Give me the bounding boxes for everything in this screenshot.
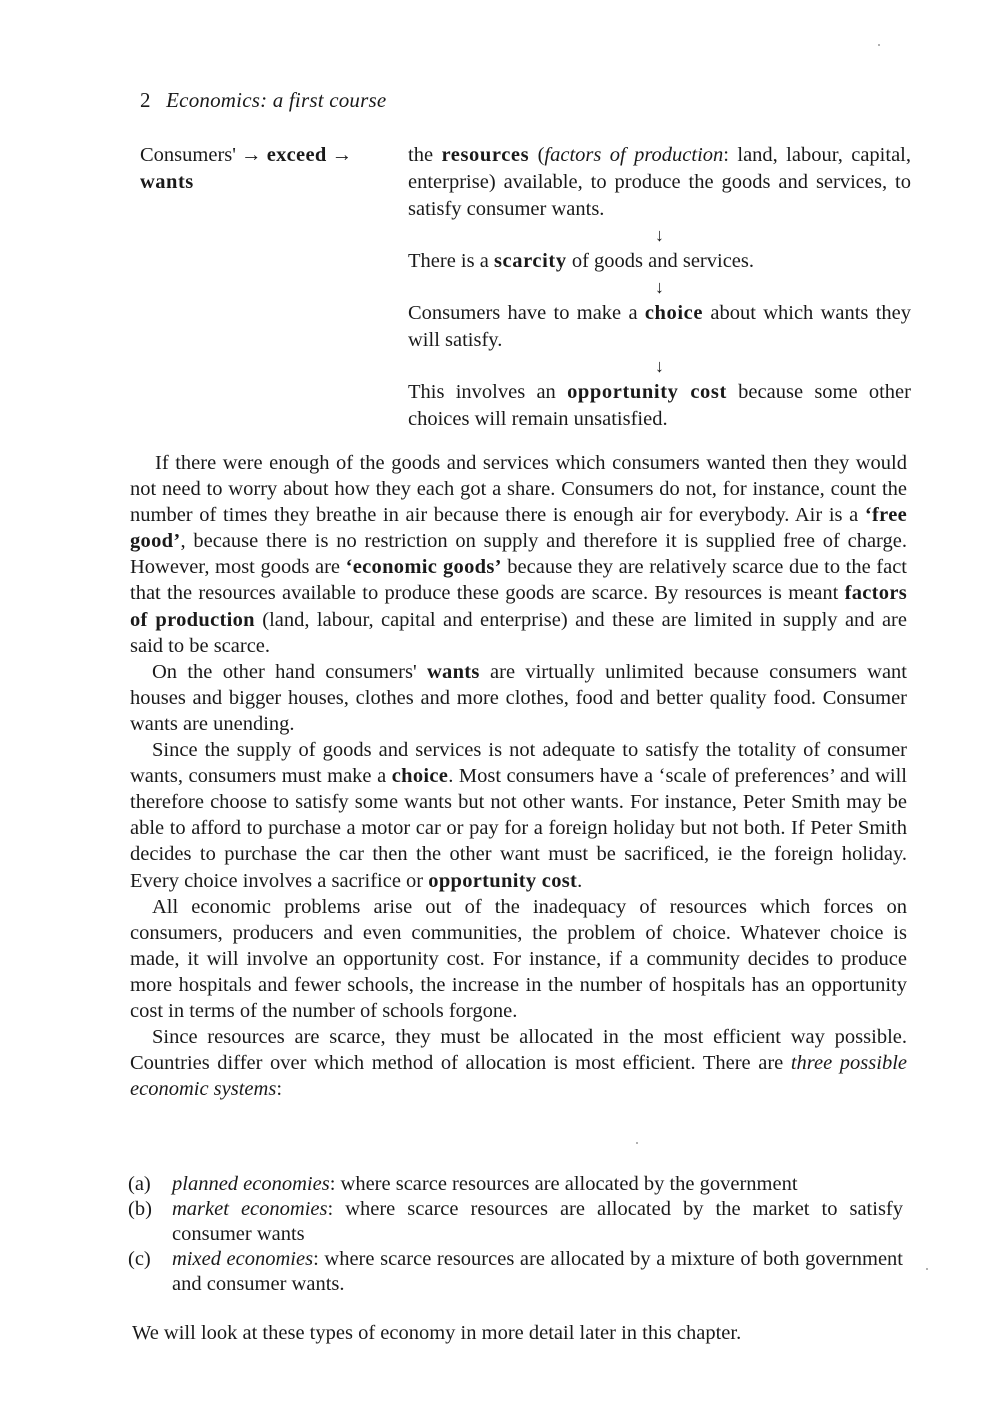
flow-verb: exceed (266, 144, 327, 166)
arrow-right-icon: → (241, 144, 262, 166)
arrow-down-icon: ↓ (655, 277, 664, 297)
flow-left-column (140, 142, 410, 196)
scan-speck (926, 1268, 928, 1270)
flow-step-opportunity-cost: This involves an opportunity cost because some other choices will remain unsatisfied. (408, 381, 911, 430)
economic-systems-list (128, 1172, 903, 1297)
paragraph-allocation: Since resources are scarce, they must be allocated in the most efficient way possible. Countries differ over which method of allocation is most efficient. There are three possible economic systems: (130, 1026, 908, 1101)
flow-step-scarcity: There is a scarcity of goods and services. (408, 250, 754, 272)
scan-speck (636, 1142, 638, 1144)
paragraph-free-vs-economic-goods: If there were enough of the goods and services which consumers wanted then they would not need to worry about how they each got a share. Consumers do not, for instance, count the number of times they breathe in air because there is enough air for everybody. Air is a ‘free good’, because there is no restriction on supply and therefore it is supplied free of charge. However, most goods are ‘economic goods’ because they are relatively scarce due to the fact that the resources available to produce these goods are scarce. By resources is meant factors of production (land, labour, capital and enterprise) and these are limited in supply and are said to be scarce. (130, 452, 907, 657)
flow-step-choice: Consumers have to make a choice about which wants they will satisfy. (408, 302, 911, 351)
page-number: 2 (140, 88, 151, 112)
paragraph-choice: Since the supply of goods and services is not adequate to satisfy the totality of consumer wants, consumers must make a choice. Most consumers have a ‘scale of preferences’ and will therefore choose to satisfy some wants but not other wants. For instance, Peter Smith may be able to afford to purchase a motor car or pay for a foreign holiday but not both. If Peter Smith decides to purchase the car then the other want must be sacrificed, ie the foreign holiday. Every choice involves a sacrifice or opportunity cost. (130, 739, 907, 892)
body-text (130, 450, 907, 1102)
flow-subject: Consumers' (140, 144, 236, 166)
running-header (140, 88, 386, 113)
paragraph-unlimited-wants: On the other hand consumers' wants are virtually unlimited because consumers want houses and bigger houses, clothes and more clothes, food and better quality food. Consumer wants are unending. (130, 660, 907, 735)
closing-sentence: We will look at these types of economy in more detail later in this chapter. (132, 1322, 742, 1344)
list-item-mixed: (c) mixed economies: where scarce resources are allocated by a mixture of both government and consumer wants. (128, 1248, 903, 1295)
flow-step-resources: the resources (factors of production: land, labour, capital, enterprise) available, to produce the goods and services, to satisfy consumer wants. (408, 144, 911, 220)
list-item-planned: (a) planned economies: where scarce resources are allocated by the government (128, 1173, 798, 1195)
flow-subject-wants: wants (140, 171, 194, 193)
scan-speck (878, 44, 880, 46)
list-item-market: (b) market economies: where scarce resources are allocated by the market to satisfy consumer wants (128, 1198, 903, 1245)
running-title: Economics: a first course (166, 88, 387, 112)
arrow-down-icon: ↓ (655, 225, 664, 245)
arrow-down-icon: ↓ (655, 356, 664, 376)
paragraph-economic-problems: All economic problems arise out of the inadequacy of resources which forces on consumers, producers and even communities, the problem of choice. Whatever choice is made, it will involve an opportunity cost. For instance, if a community decides to produce more hospitals and fewer schools, the increase in the number of hospitals has an opportunity cost in terms of the number of schools forgone. (130, 895, 907, 1022)
arrow-right-icon: → (331, 144, 353, 166)
flow-right-column (408, 142, 911, 433)
